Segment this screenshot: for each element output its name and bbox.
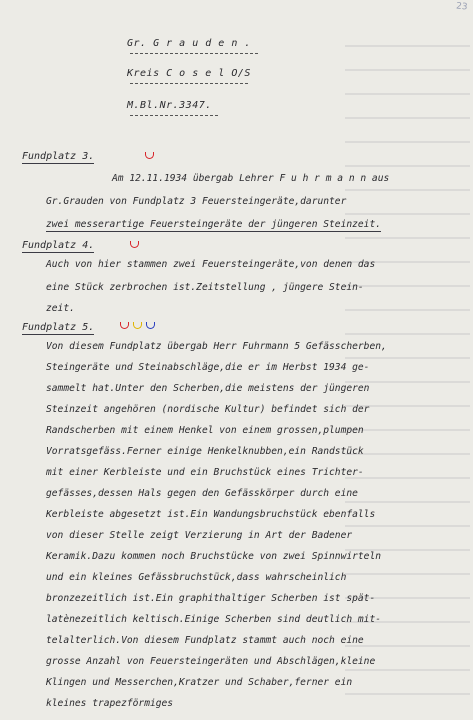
text-line-content: Steingeräte und Steinabschläge,die er im Herbst 1934 ge- <box>46 362 370 373</box>
text-line <box>46 488 358 500</box>
text-line-content: mit einer Kerbleiste und ein Bruchstück eines Trichter- <box>46 467 364 478</box>
text-line <box>46 404 369 416</box>
text-line <box>46 635 364 647</box>
text-line <box>46 362 369 374</box>
text-line <box>46 614 381 626</box>
page-number: 23 <box>455 1 468 13</box>
text-line-content: und ein kleines Gefässbruchstück,dass wahrscheinlich <box>46 572 347 583</box>
text-line <box>46 530 352 542</box>
text-line <box>46 282 364 294</box>
text-line <box>46 383 369 395</box>
text-line-content: grosse Anzahl von Feuersteingeräten und Abschlägen,kleine <box>46 656 376 667</box>
text-line-content: latènezeitlich keltisch.Einige Scherben sind deutlich mit- <box>46 614 382 625</box>
red-marker-check <box>120 322 129 329</box>
text-line-content: Gr.Grauden von Fundplatz 3 Feuersteingeräte,darunter <box>46 196 347 207</box>
text-line-content: kleines trapezförmiges <box>46 698 174 709</box>
header-place: Gr. G r a u d e n . <box>127 38 251 49</box>
text-line-content: Steinzeit angehören (nordische Kultur) befindet sich der <box>46 404 370 415</box>
header-rule-1 <box>130 53 258 54</box>
section-title-fundplatz-3: Fundplatz 3. <box>22 151 95 162</box>
text-line-content: telalterlich.Von diesem Fundplatz stammt auch noch eine <box>46 635 364 646</box>
yellow-marker-check <box>133 322 142 329</box>
text-line-content: sammelt hat.Unter den Scherben,die meistens der jüngeren <box>46 383 370 394</box>
blue-marker-check <box>146 322 155 329</box>
text-line <box>46 656 375 668</box>
text-line-content: eine Stück zerbrochen ist.Zeitstellung , jüngere Stein- <box>46 282 364 293</box>
text-line <box>46 219 381 232</box>
text-line-content: zwei messerartige Feuersteingeräte der jüngeren Steinzeit. <box>46 219 382 230</box>
section-title-fundplatz-5: Fundplatz 5. <box>22 322 95 333</box>
text-line <box>46 509 375 521</box>
text-line <box>46 593 375 605</box>
header-rule-2 <box>130 83 248 84</box>
text-line <box>46 303 75 315</box>
text-line-content: Kerbleiste abgesetzt ist.Ein Wandungsbruchstück ebenfalls <box>46 509 376 520</box>
text-line-content: Randscherben mit einem Henkel von einem grossen,plumpen <box>46 425 364 436</box>
text-line <box>46 572 346 584</box>
text-line-content: bronzezeitlich ist.Ein graphithaltiger Scherben ist spät- <box>46 593 376 604</box>
header-district: Kreis C o s e l O/S <box>127 68 251 79</box>
text-line <box>46 446 364 458</box>
text-line <box>46 425 364 437</box>
text-line <box>46 677 352 689</box>
header-rule-3 <box>130 115 218 116</box>
text-line <box>46 551 381 563</box>
text-line-content: Am 12.11.1934 übergab Lehrer F u h r m a n n aus <box>112 173 390 184</box>
text-line <box>46 341 387 353</box>
text-line <box>46 196 346 208</box>
text-line-content: von dieser Stelle zeigt Verzierung in Art der Badener <box>46 530 353 541</box>
red-marker-check <box>145 152 154 159</box>
section-title-fundplatz-4: Fundplatz 4. <box>22 240 95 251</box>
red-marker-check <box>130 241 139 248</box>
text-line <box>46 698 173 710</box>
text-line-content: gefässes,dessen Hals gegen den Gefässkörper durch eine <box>46 488 358 499</box>
text-line <box>46 467 364 479</box>
text-line-content: Vorratsgefäss.Ferner einige Henkelknubben,ein Randstück <box>46 446 364 457</box>
text-line <box>112 173 389 185</box>
header-map-sheet: M.Bl.Nr.3347. <box>127 100 212 111</box>
text-line-content: Klingen und Messerchen,Kratzer und Schaber,ferner ein <box>46 677 353 688</box>
text-line <box>46 259 375 271</box>
text-line-content: Von diesem Fundplatz übergab Herr Fuhrmann 5 Gefässcherben, <box>46 341 387 352</box>
text-line-content: Keramik.Dazu kommen noch Bruchstücke von zwei Spinnwirteln <box>46 551 382 562</box>
text-line-content: zeit. <box>46 303 75 314</box>
text-line-content: Auch von hier stammen zwei Feuersteingeräte,von denen das <box>46 259 376 270</box>
